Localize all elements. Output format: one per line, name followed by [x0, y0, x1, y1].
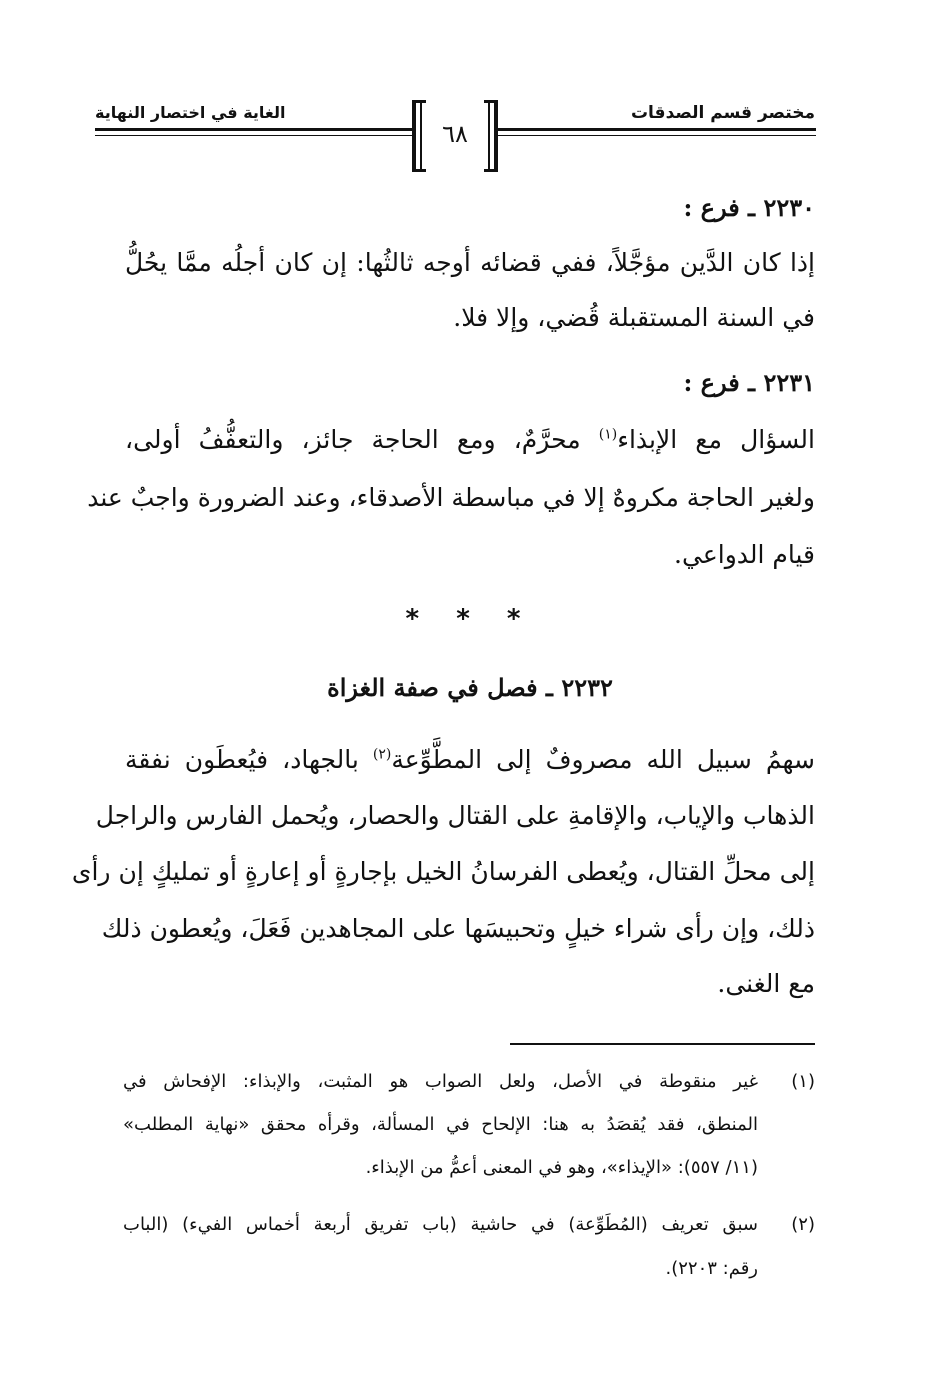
- section-title-2232: ٢٢٣٢ ـ فصل في صفة الغزاة: [327, 673, 613, 702]
- body-line: قيام الدواعي.: [674, 540, 815, 569]
- body-line: الذهاب والإياب، والإقامةِ على القتال والحصار، ويُحمل الفارس والراجل: [95, 801, 815, 830]
- body-text: سهمُ سبيل الله مصروفٌ إلى المطَّوِّعة: [391, 745, 815, 774]
- footnote-number: (١): [791, 1071, 815, 1092]
- section-heading-2231: ٢٢٣١ ـ فرع :: [683, 368, 815, 397]
- header-rule-left-thin: [95, 135, 412, 136]
- footnote-separator: [510, 1043, 815, 1045]
- body-line: إذا كان الدَّين مؤجَّلاً، ففي قضائه أوجه ثالثُها: إن كان أجلُه ممَّا يحُلُّ: [125, 248, 815, 277]
- running-header-book-title: مختصر قسم الصدقات: [630, 103, 815, 123]
- footnote-marker-2: (٢): [372, 746, 392, 763]
- header-rule-left-thick: [95, 128, 412, 131]
- running-header-series-title: الغاية في اختصار النهاية: [95, 103, 286, 122]
- body-text: محرَّمٌ، ومع الحاجة جائز، والتعفُّفُ أولى،: [125, 425, 599, 454]
- body-line: في السنة المستقبلة قُضي، وإلا فلا.: [453, 303, 815, 332]
- footnote-number: (٢): [791, 1214, 815, 1235]
- header-rule-right-thick: [498, 128, 816, 131]
- body-text: بالجهاد، فيُعطَون نفقة: [125, 745, 373, 774]
- section-heading-2230: ٢٢٣٠ ـ فرع :: [683, 193, 815, 222]
- body-line: مع الغنى.: [717, 969, 815, 998]
- body-line: إلى محلِّ القتال، ويُعطى الفرسانُ الخيل بإجارةٍ أو إعارةٍ أو تمليكٍ إن رأى: [71, 857, 815, 886]
- footnote-line: (١١/ ٥٥٧): «الإيذاء»، وهو في المعنى أعمُّ من الإبذاء.: [365, 1157, 758, 1178]
- body-line: [125, 420, 815, 460]
- header-rule-right-thin: [498, 135, 816, 136]
- page-number: ٦٨: [442, 120, 468, 148]
- footnote-marker-1: (١): [598, 426, 618, 443]
- footnote-line: رقم: ٢٢٠٣).: [665, 1258, 758, 1279]
- section-divider-stars: * * *: [405, 604, 535, 634]
- body-line: ذلك، وإن رأى شراء خيلٍ وتحبيسَها على المجاهدين فَعَلَ، ويُعطون ذلك: [101, 914, 815, 943]
- body-line: ولغير الحاجة مكروهٌ إلا في مباسطة الأصدقاء، وعند الضرورة واجبٌ عند: [87, 483, 815, 512]
- body-text: السؤال مع الإبذاء: [617, 425, 815, 454]
- footnote-line: المنطق، فقد يُقصَدُ به هنا: الإلحاح في المسألة، وقرأه محقق «نهاية المطلب»: [123, 1114, 758, 1135]
- footnote-line: سبق تعريف (المُطَوِّعة) في حاشية (باب تفريق أربعة أخماس الفيء) (الباب: [123, 1214, 758, 1235]
- body-line: [125, 740, 815, 780]
- footnote-line: غير منقوطة في الأصل، ولعل الصواب هو المثبت، والإبذاء: الإفحاش في: [123, 1071, 758, 1092]
